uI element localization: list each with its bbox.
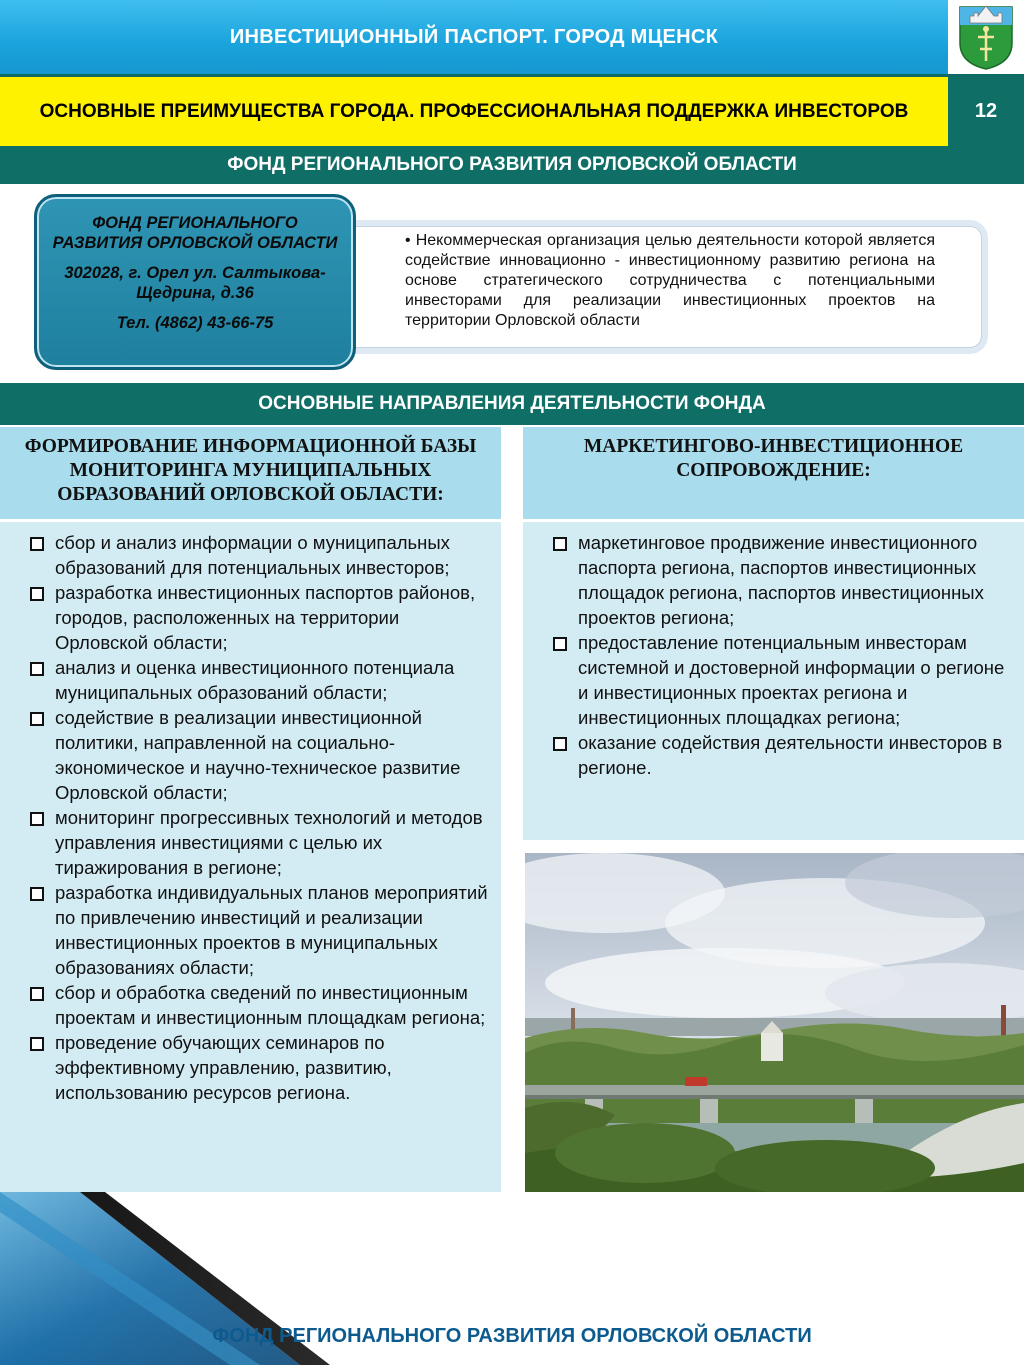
- page-subtitle: ОСНОВНЫЕ ПРЕИМУЩЕСТВА ГОРОДА. ПРОФЕССИОНАЛЬНАЯ ПОДДЕРЖКА ИНВЕСТОРОВ: [0, 74, 948, 146]
- city-bridge-photo: [525, 853, 1024, 1192]
- page-number: 12: [948, 74, 1024, 146]
- fund-description: • Некоммерческая организация целью деятельности которой является содействие инновационно - инвестиционному развитию региона на основе стратегического сотрудничества с потенциальными инвесторами для реализации инвестиционных проектов на территории Орловской области: [344, 226, 982, 348]
- footer-text: ФОНД РЕГИОНАЛЬНОГО РАЗВИТИЯ ОРЛОВСКОЙ ОБЛАСТИ: [212, 1325, 812, 1347]
- list-item: анализ и оценка инвестиционного потенциала муниципальных образований области;: [30, 655, 491, 705]
- list-item: разработка инвестиционных паспортов районов, городов, расположенных на территории Орловской области;: [30, 580, 491, 655]
- left-column-list: [0, 522, 501, 1192]
- list-item: маркетинговое продвижение инвестиционного паспорта региона, паспортов инвестиционных площадок региона, паспортов инвестиционных проектов региона;: [553, 530, 1014, 630]
- list-item: оказание содействия деятельности инвесторов в регионе.: [553, 730, 1014, 780]
- right-column-list: [523, 522, 1024, 840]
- list-item: сбор и обработка сведений по инвестиционным проектам и инвестиционным площадкам региона;: [30, 980, 491, 1030]
- section-title-fund: ФОНД РЕГИОНАЛЬНОГО РАЗВИТИЯ ОРЛОВСКОЙ ОБЛАСТИ: [0, 146, 1024, 184]
- list-item: проведение обучающих семинаров по эффективному управлению, развитию, использованию ресурсов региона.: [30, 1030, 491, 1105]
- list-item: сбор и анализ информации о муниципальных образований для потенциальных инвесторов;: [30, 530, 491, 580]
- city-coat-of-arms-icon: [948, 0, 1024, 74]
- document-title: ИНВЕСТИЦИОННЫЙ ПАСПОРТ. ГОРОД МЦЕНСК: [0, 0, 948, 74]
- left-column-heading: [0, 427, 501, 519]
- fund-name: ФОНД РЕГИОНАЛЬНОГО РАЗВИТИЯ ОРЛОВСКОЙ ОБЛАСТИ: [52, 214, 338, 252]
- list-item: содействие в реализации инвестиционной политики, направленной на социально-экономическое и научно-техническое развитие Орловской области;: [30, 705, 491, 805]
- section-title-activities: ОСНОВНЫЕ НАПРАВЛЕНИЯ ДЕЯТЕЛЬНОСТИ ФОНДА: [0, 383, 1024, 425]
- list-item: мониторинг прогрессивных технологий и методов управления инвестициями с целью их тиражирования в регионе;: [30, 805, 491, 880]
- left-heading-text: ФОРМИРОВАНИЕ ИНФОРМАЦИОННОЙ БАЗЫ МОНИТОРИНГА МУНИЦИПАЛЬНЫХ ОБРАЗОВАНИЙ ОРЛОВСКОЙ ОБЛАСТИ:: [24, 436, 477, 505]
- fund-phone: Тел. (4862) 43-66-75: [116, 314, 274, 332]
- fund-description-box: [338, 220, 988, 354]
- fund-contact-card: [34, 194, 356, 370]
- right-heading-text: МАРКЕТИНГОВО-ИНВЕСТИЦИОННОЕ СОПРОВОЖДЕНИЕ:: [583, 436, 964, 481]
- list-item: разработка индивидуальных планов мероприятий по привлечению инвестиций и реализации инвестиционных проектов в муниципальных образованиях области;: [30, 880, 491, 980]
- right-column-heading: [523, 427, 1024, 519]
- fund-address: 302028, г. Орел ул. Салтыкова-Щедрина, д.36: [64, 264, 326, 302]
- list-item: предоставление потенциальным инвесторам системной и достоверной информации о регионе и инвестиционных проектах региона и инвестиционных площадках региона;: [553, 630, 1014, 730]
